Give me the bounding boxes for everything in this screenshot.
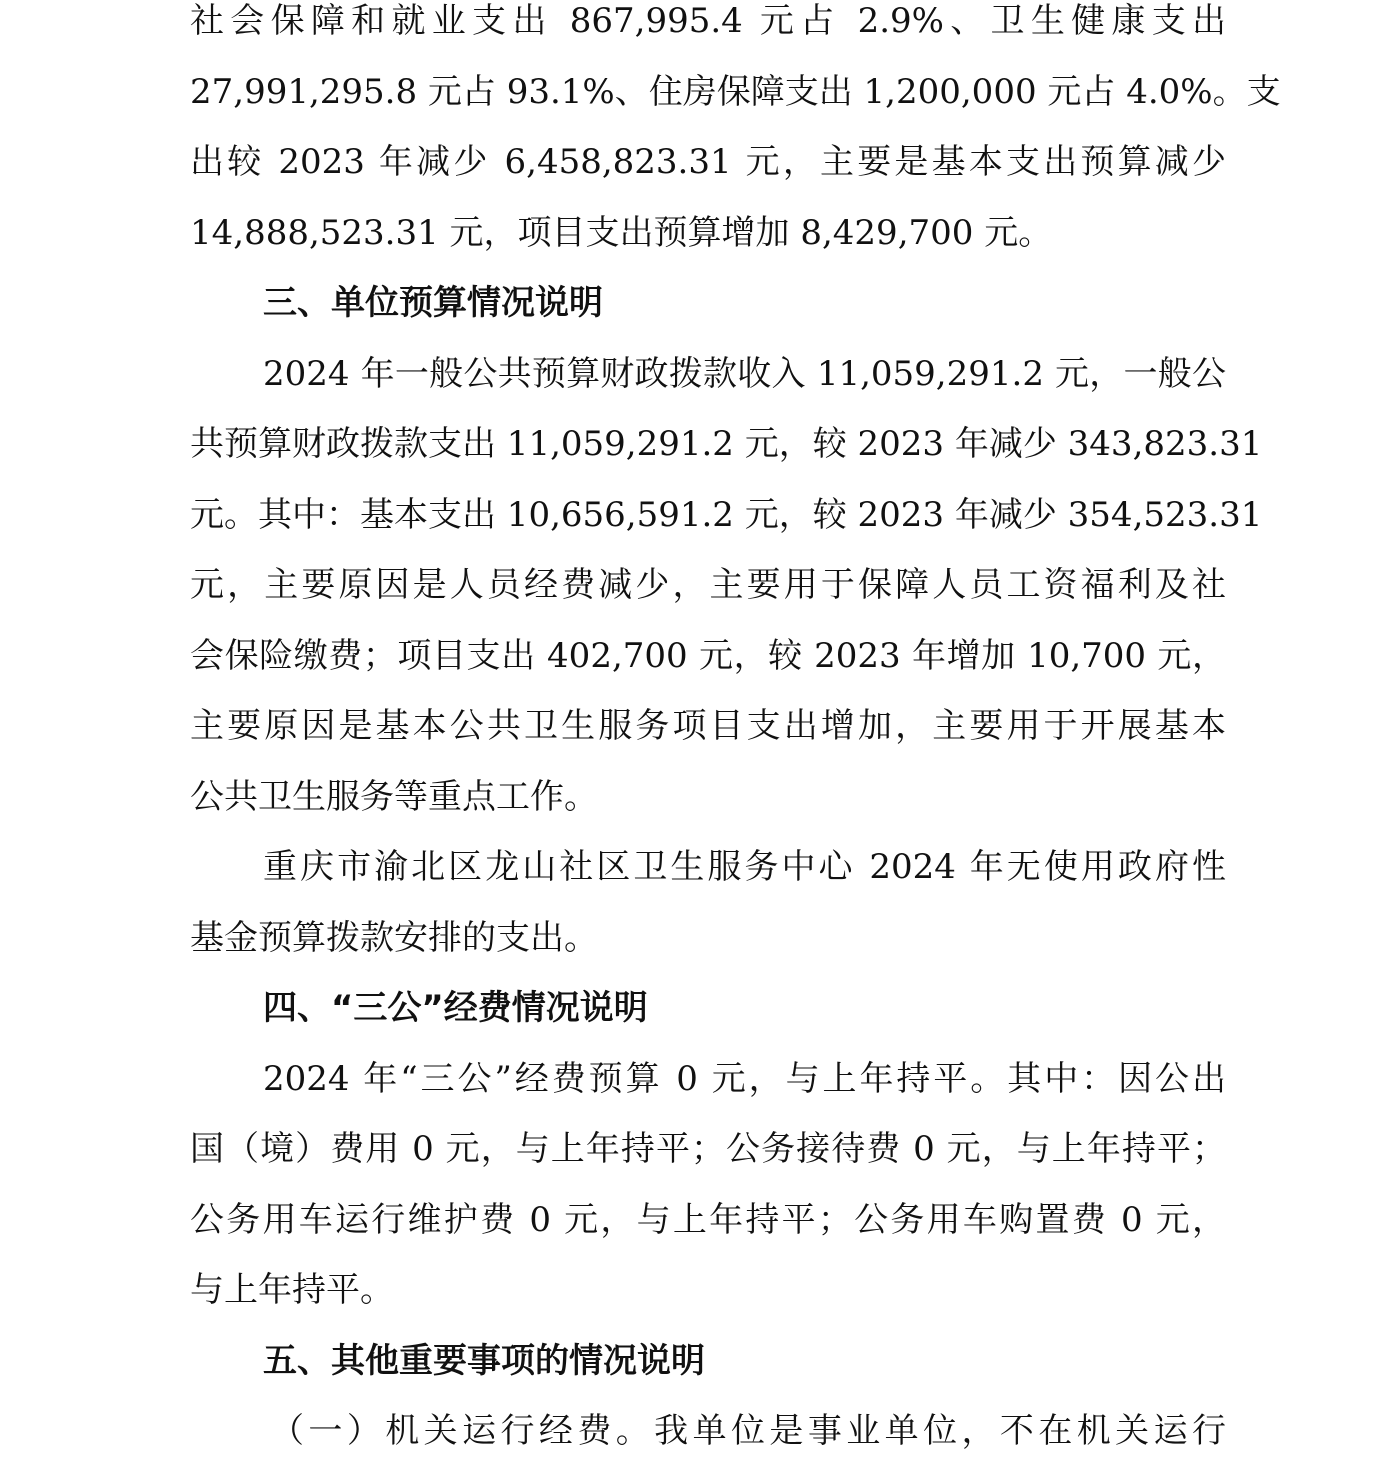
text-line: 公共卫生服务等重点工作。: [190, 776, 598, 817]
text-line: 出较 2023 年减少 6,458,823.31 元，主要是基本支出预算减少: [190, 142, 1226, 182]
text-line: 14,888,523.31 元，项目支出预算增加 8,429,700 元。: [190, 212, 1053, 253]
text-line: 2024 年一般公共预算财政拨款收入 11,059,291.2 元，一般公: [263, 353, 1226, 394]
text-line: 重庆市渝北区龙山社区卫生服务中心 2024 年无使用政府性: [263, 847, 1226, 887]
section3-paragraph-1: [190, 339, 1263, 833]
text-line: 共预算财政拨款支出 11,059,291.2 元，较 2023 年减少 343,823.31: [190, 424, 1263, 464]
text-line: 主要原因是基本公共卫生服务项目支出增加，主要用于开展基本: [190, 706, 1226, 746]
text-line: 2024 年“三公”经费预算 0 元，与上年持平。其中：因公出: [263, 1058, 1226, 1099]
text-line: （一）机关运行经费。我单位是事业单位，不在机关运行: [270, 1411, 1226, 1451]
text-line: 会保险缴费；项目支出 402,700 元，较 2023 年增加 10,700 元，: [190, 635, 1226, 676]
section4-paragraph-1: [190, 1044, 1226, 1326]
text-line: 公务用车运行维护费 0 元，与上年持平；公务用车购置费 0 元，: [190, 1199, 1226, 1240]
text-line: 国（境）费用 0 元，与上年持平；公务接待费 0 元，与上年持平；: [190, 1129, 1226, 1169]
section3-paragraph-2: [190, 832, 1226, 973]
section3-heading: 三、单位预算情况说明: [263, 283, 603, 323]
document-page: [190, 0, 1281, 1467]
text-line: 27,991,295.8 元占 93.1%、住房保障支出 1,200,000 元占 4.0%。支: [190, 71, 1281, 112]
text-line: 元，主要原因是人员经费减少，主要用于保障人员工资福利及社: [190, 565, 1226, 605]
text-line: 与上年持平。: [190, 1270, 394, 1310]
text-line: 元。其中：基本支出 10,656,591.2 元，较 2023 年减少 354,523.31: [190, 494, 1263, 535]
text-line: 基金预算拨款安排的支出。: [190, 917, 598, 958]
section5-paragraph-1: [190, 1396, 1226, 1467]
text-line: 社会保障和就业支出 867,995.4 元占 2.9%、卫生健康支出: [190, 1, 1226, 41]
section5-heading: 五、其他重要事项的情况说明: [263, 1340, 705, 1381]
section2-tail-paragraph: [190, 0, 1281, 268]
section4-heading: 四、“三公”经费情况说明: [263, 988, 648, 1028]
